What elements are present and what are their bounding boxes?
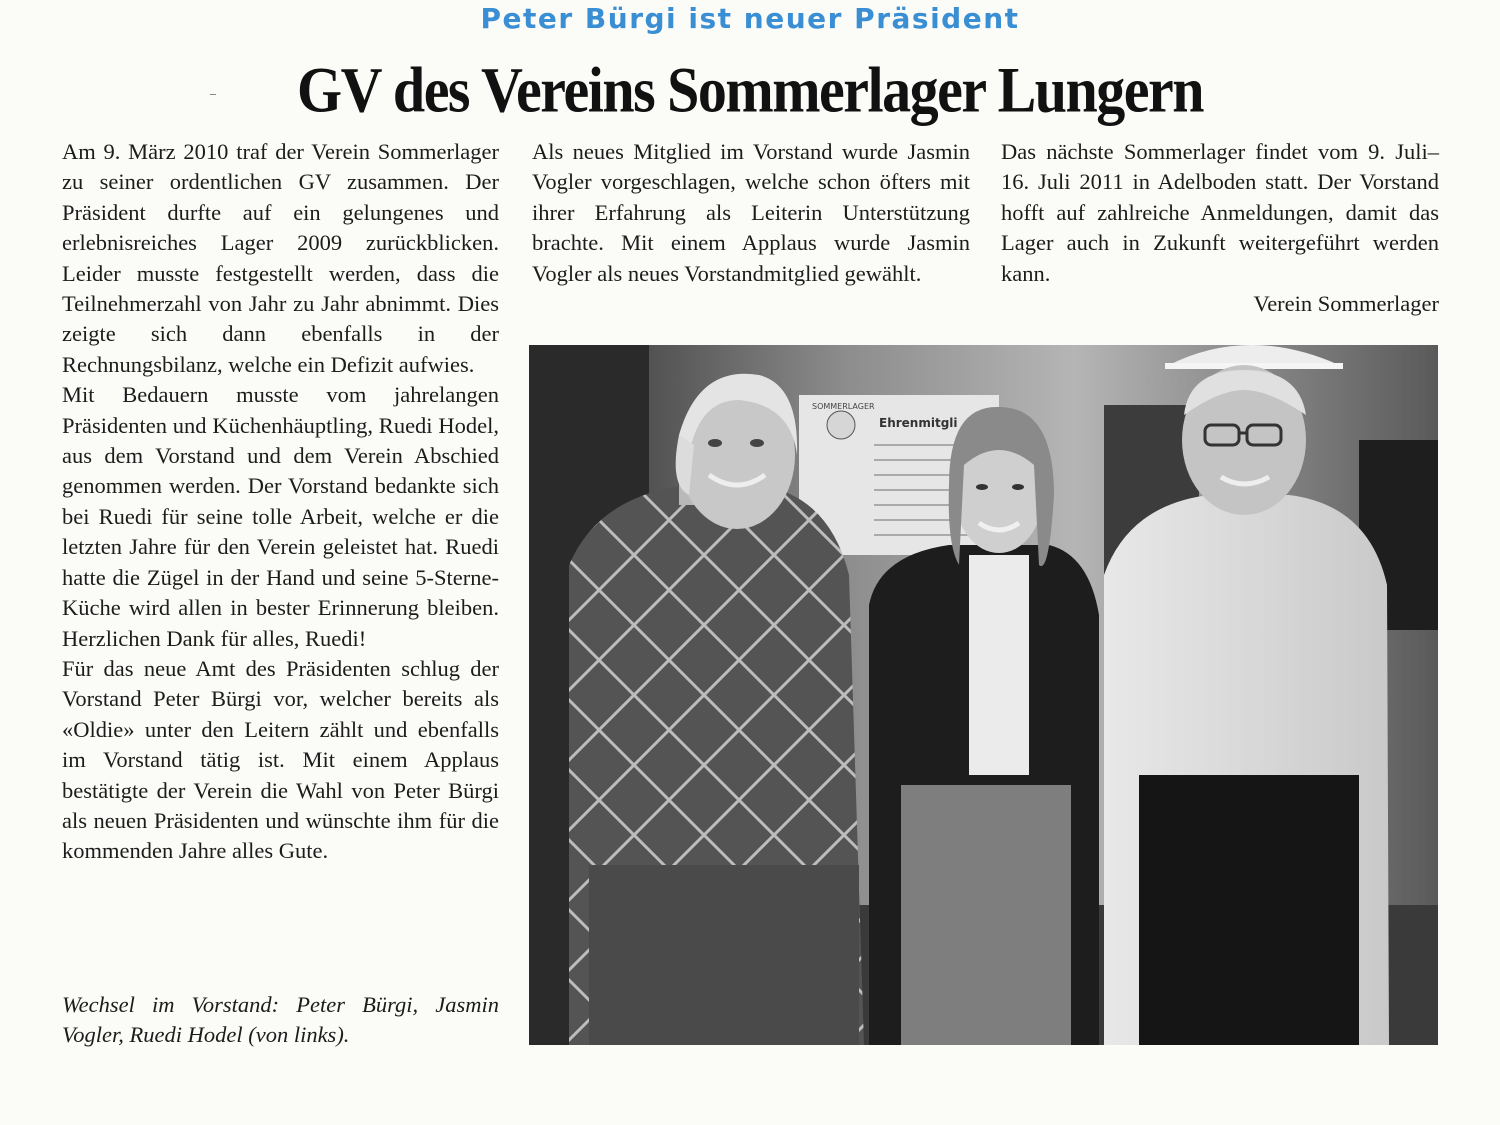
article-signature: Verein Sommerlager xyxy=(1253,291,1439,317)
paragraph: Am 9. März 2010 traf der Verein Sommerlager zu seiner ordentlichen GV zusammen. Der Präsident durfte auf ein gelungenes und erlebnisreiches Lager 2009 zurückblicken. Leider musste festgestellt werden, dass die Teilnehmerzahl von Jahr zu Jahr abnimmt. Dies zeigte sich dann ebenfalls in der Rechnungsbilanz, welche ein Defizit aufwies. xyxy=(62,139,499,377)
photo-illustration xyxy=(529,345,1438,1045)
photo-caption: Wechsel im Vorstand: Peter Bürgi, Jasmin Vogler, Ruedi Hodel (von links). xyxy=(62,992,499,1047)
article-kicker: Peter Bürgi ist neuer Präsident xyxy=(480,2,1020,35)
paragraph: Als neues Mitglied im Vorstand wurde Jasmin Vogler vorgeschlagen, welche schon öfters mit ihrer Erfahrung als Leiterin Unterstützung brachte. Mit einem Applaus wurde Jasmin Vogler als neues Vorstandmitglied gewählt. xyxy=(532,139,970,286)
scan-mark xyxy=(210,94,216,95)
paragraph: Mit Bedauern musste vom jahrelangen Präsidenten und Küchenhäuptling, Ruedi Hodel, aus dem Vorstand und dem Verein Abschied genommen werden. Der Vorstand bedankte sich bei Ruedi für seine tolle Arbeit, welche er die letzten Jahre für den Verein geleistet hat. Ruedi hatte die Zügel in der Hand und seine 5-Sterne-Küche wird allen in bester Erinnerung bleiben. Herzlichen Dank für alles, Ruedi! xyxy=(62,382,499,651)
article-column-2 xyxy=(532,137,970,289)
article-photo xyxy=(529,345,1438,1045)
paragraph: Für das neue Amt des Präsidenten schlug der Vorstand Peter Bürgi vor, welcher bereits als «Oldie» unter den Leitern zählt und ebenfalls im Vorstand tätig ist. Mit einem Applaus bestätigte der Verein die Wahl von Peter Bürgi als neuen Präsidenten und wünschte ihm für die kommenden Jahre alles Gute. xyxy=(62,655,499,864)
paragraph: Das nächste Sommerlager findet vom 9. Juli–16. Juli 2011 in Adelboden statt. Der Vorstand hofft auf zahlreiche Anmeldungen, damit das Lager auch in Zukunft weitergeführt werden kann. xyxy=(1001,139,1439,286)
article-column-1 xyxy=(62,137,499,867)
article-column-3 xyxy=(1001,137,1439,319)
board-title: Ehrenmitgli xyxy=(879,416,958,430)
board-logo-text: SOMMERLAGER xyxy=(812,402,875,411)
article-headline: GV des Vereins Sommerlager Lungern xyxy=(296,53,1204,126)
